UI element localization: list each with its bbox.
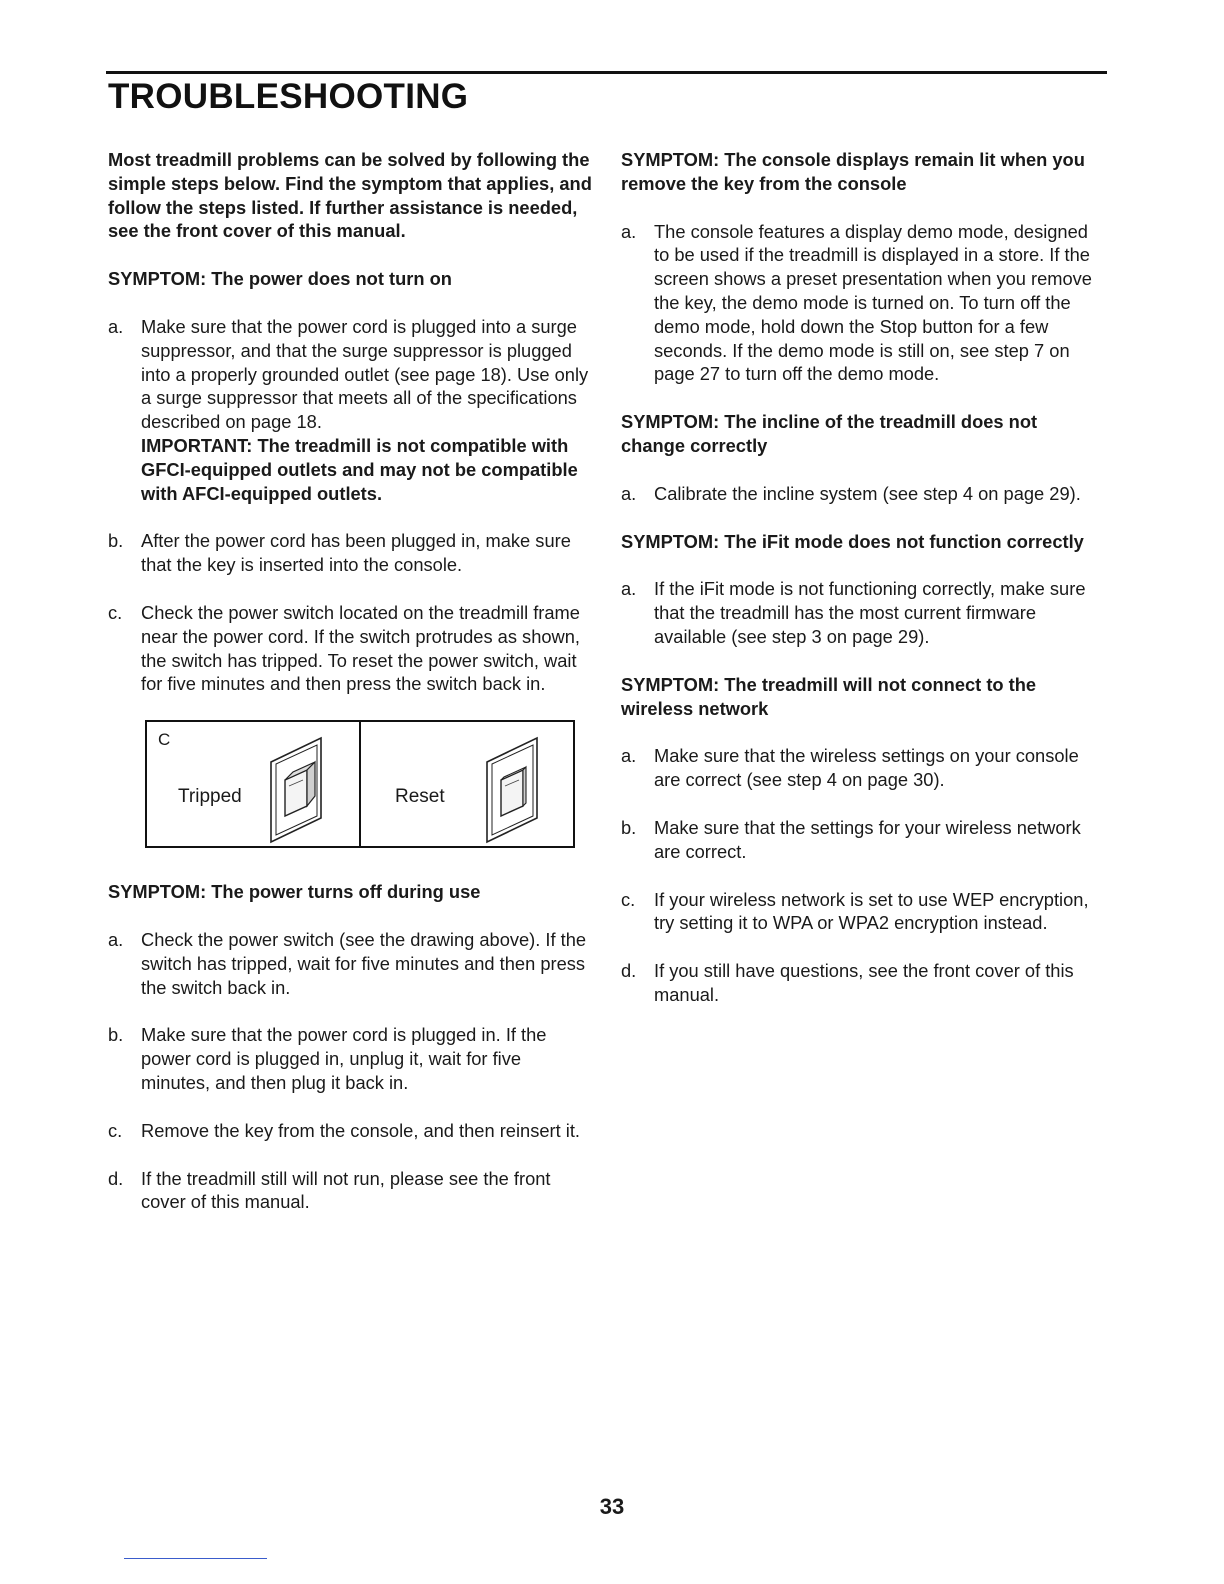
step-item bbox=[108, 601, 594, 696]
step-text: After the power cord has been plugged in, make sure that the key is inserted into the console. bbox=[141, 530, 571, 576]
header-rule bbox=[106, 71, 1107, 74]
step-text: Make sure that the wireless settings on your console are correct (see step 4 on page 30). bbox=[654, 745, 1079, 791]
step-letter: c. bbox=[108, 1119, 123, 1141]
step-item bbox=[621, 220, 1101, 387]
step-letter: a. bbox=[621, 482, 637, 504]
intro-text: Most treadmill problems can be solved by following the simple steps below. Find the symptom that applies, and follow the steps listed. If further assistance is needed, see the front cover of this manual. bbox=[108, 149, 592, 242]
symptom-ifit: SYMPTOM: The iFit mode does not function correctly bbox=[621, 530, 1084, 552]
page-number: 33 bbox=[599, 1494, 625, 1519]
power-switch-figure bbox=[145, 720, 575, 848]
step-item bbox=[621, 744, 1101, 792]
tripped-label: Tripped bbox=[178, 786, 242, 808]
page-title: TROUBLESHOOTING bbox=[108, 77, 469, 116]
footer-line bbox=[124, 1558, 267, 1559]
step-letter: a. bbox=[621, 220, 637, 242]
step-letter: a. bbox=[108, 928, 124, 950]
tripped-switch-icon bbox=[267, 734, 325, 844]
step-text: The console features a display demo mode, designed to be used if the treadmill is displayed in a store. If the screen shows a preset presentation when you remove the key, the demo mode is turned on. To turn off the demo mode, hold down the Stop button for a few seconds. If the demo mode is still on, see step 7 on page 27 to turn off the demo mode. bbox=[654, 220, 1092, 385]
step-item bbox=[108, 1023, 594, 1094]
step-text: If the treadmill still will not run, please see the front cover of this manual. bbox=[141, 1167, 551, 1213]
step-item bbox=[621, 577, 1101, 648]
reset-switch-icon bbox=[483, 734, 541, 844]
step-item bbox=[621, 482, 1101, 506]
step-text: If the iFit mode is not functioning correctly, make sure that the treadmill has the most current firmware available (see step 3 on page 29). bbox=[654, 578, 1086, 647]
step-item bbox=[621, 888, 1101, 936]
step-item bbox=[108, 928, 594, 999]
step-letter: b. bbox=[108, 1024, 124, 1046]
step-text: Check the power switch located on the treadmill frame near the power cord. If the switch protrudes as shown, the switch has tripped. To reset the power switch, wait for five minutes and then press the switch back in. bbox=[141, 601, 580, 695]
important-note: IMPORTANT: The treadmill is not compatible with GFCI-equipped outlets and may not be compatible with AFCI-equipped outlets. bbox=[141, 434, 578, 504]
right-column bbox=[621, 148, 1101, 1031]
step-text: Check the power switch (see the drawing above). If the switch has tripped, wait for five minutes and then press the switch back in. bbox=[141, 928, 587, 998]
symptom-console-lit: SYMPTOM: The console displays remain lit when you remove the key from the console bbox=[621, 149, 1085, 194]
step-item bbox=[108, 1167, 594, 1215]
left-column bbox=[108, 148, 594, 1238]
step-letter: a. bbox=[108, 315, 124, 337]
step-letter: b. bbox=[108, 530, 124, 552]
step-letter: d. bbox=[108, 1167, 124, 1189]
figure-letter: C bbox=[158, 730, 171, 750]
step-letter: a. bbox=[621, 578, 637, 600]
step-text: Remove the key from the console, and then reinsert it. bbox=[141, 1119, 580, 1141]
reset-label: Reset bbox=[395, 786, 445, 808]
step-text: Make sure that the power cord is plugged into a surge suppressor, and that the surge suppressor is plugged into a properly grounded outlet (see page 18). Use only a surge suppressor that meets all of the specifications described on page 18. bbox=[141, 315, 589, 433]
step-item bbox=[108, 1119, 594, 1143]
step-item bbox=[108, 529, 594, 577]
symptom-wireless: SYMPTOM: The treadmill will not connect to the wireless network bbox=[621, 673, 1037, 719]
step-letter: b. bbox=[621, 816, 637, 838]
step-text: If you still have questions, see the front cover of this manual. bbox=[654, 960, 1074, 1005]
step-item bbox=[621, 959, 1101, 1007]
figure-divider bbox=[359, 722, 361, 846]
step-text: If your wireless network is set to use WEP encryption, try setting it to WPA or WPA2 encryption instead. bbox=[654, 888, 1089, 934]
symptom-power-off-during-use: SYMPTOM: The power turns off during use bbox=[108, 881, 481, 903]
step-text: Calibrate the incline system (see step 4 on page 29). bbox=[654, 482, 1081, 504]
step-letter: c. bbox=[621, 888, 636, 910]
symptom-power-not-on: SYMPTOM: The power does not turn on bbox=[108, 268, 452, 290]
step-item bbox=[621, 816, 1101, 864]
step-text: Make sure that the settings for your wireless network are correct. bbox=[654, 816, 1081, 862]
symptom-incline: SYMPTOM: The incline of the treadmill does not change correctly bbox=[621, 411, 1038, 456]
step-item bbox=[108, 315, 594, 505]
step-letter: a. bbox=[621, 745, 637, 767]
step-letter: c. bbox=[108, 601, 123, 623]
step-letter: d. bbox=[621, 960, 637, 982]
step-text: Make sure that the power cord is plugged in. If the power cord is plugged in, unplug it, wait for five minutes, and then plug it back in. bbox=[141, 1024, 547, 1093]
